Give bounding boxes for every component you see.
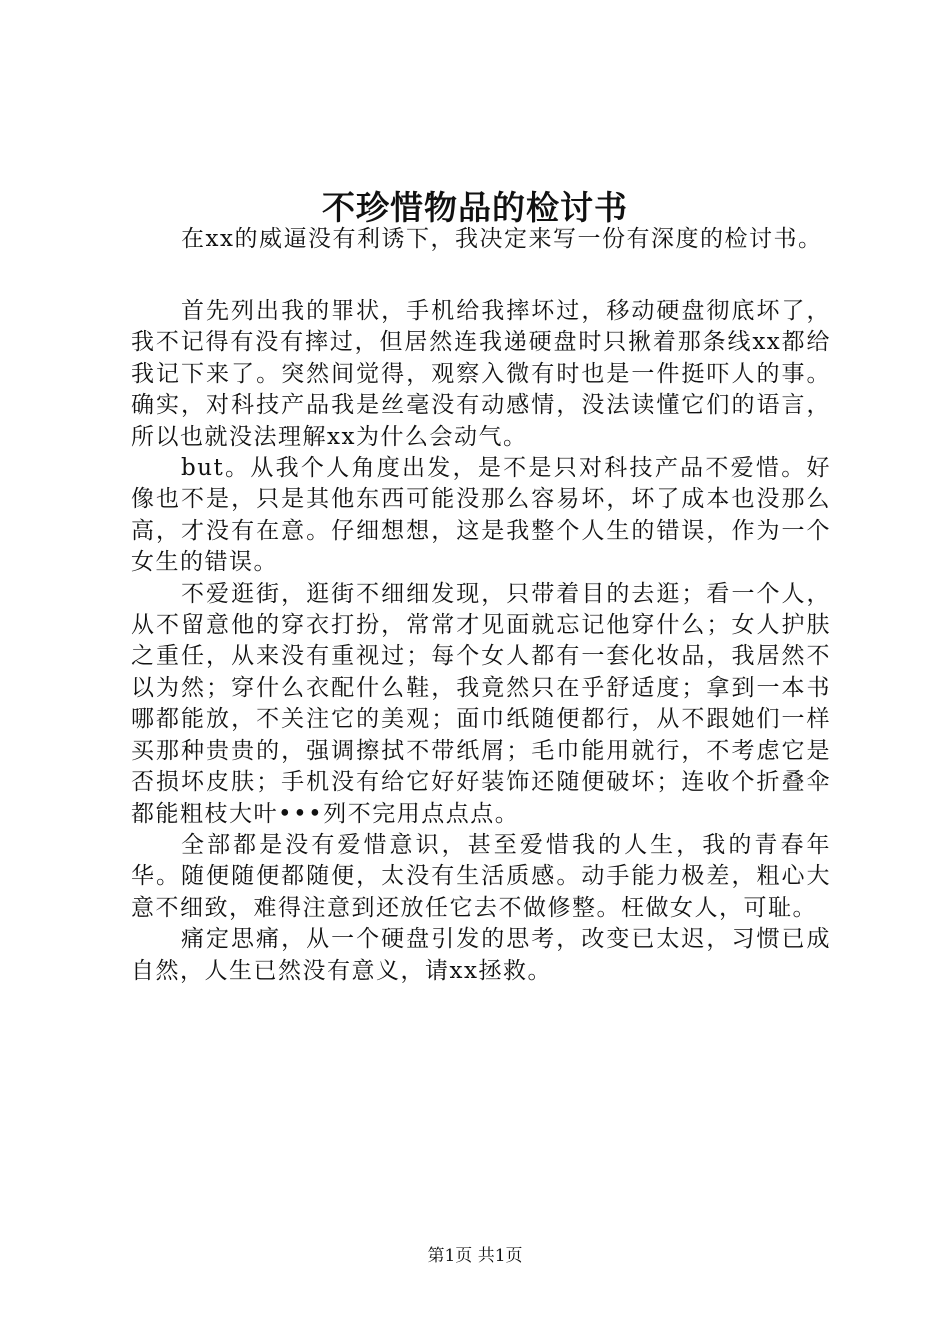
intro-paragraph: 在xx的威逼没有利诱下，我决定来写一份有深度的检讨书。 [181, 226, 823, 252]
body-paragraph-3: 不爱逛街，逛街不细细发现，只带着目的去逛；看一个人，从不留意他的穿衣打扮，常常才见面就忘记他穿什么；女人护肤之重任，从来没有重视过；每个女人都有一套化妆品，我居然不以为然；穿什么衣配什么鞋，我竟然只在乎舒适度；拿到一本书哪都能放，不关注它的美观；面巾纸随便都行，从不跟她们一样买那种贵贵的，强调擦拭不带纸屑；毛巾能用就行，不考虑它是否损坏皮肤；手机没有给它好好装饰还随便破坏；连收个折叠伞都能粗枝大叶•••列不完用点点点。 [131, 580, 831, 827]
body-paragraph-4: 全部都是没有爱惜意识，甚至爱惜我的人生，我的青春年华。随便随便都随便，太没有生活质感。动手能力极差，粗心大意不细致，难得注意到还放任它去不做修整。枉做女人，可耻。 [131, 831, 831, 921]
document-title: 不珍惜物品的检讨书 [322, 188, 628, 227]
body-paragraph-2: but。从我个人角度出发，是不是只对科技产品不爱惜。好像也不是，只是其他东西可能没那么容易坏，坏了成本也没那么高，才没有在意。仔细想想，这是我整个人生的错误，作为一个女生的错误。 [131, 455, 831, 576]
body-paragraph-1: 首先列出我的罪状，手机给我摔坏过，移动硬盘彻底坏了，我不记得有没有摔过，但居然连我递硬盘时只揪着那条线xx都给我记下来了。突然间觉得，观察入微有时也是一件挺吓人的事。确实，对科技产品我是丝毫没有动感情，没法读懂它们的语言，所以也就没法理解xx为什么会动气。 [131, 298, 831, 450]
document-body [131, 296, 831, 987]
document-intro [131, 224, 831, 255]
body-paragraph-5: 痛定思痛，从一个硬盘引发的思考，改变已太迟，习惯已成自然，人生已然没有意义，请xx拯救。 [131, 926, 831, 984]
page-footer: 第1页 共1页 [427, 1246, 523, 1266]
